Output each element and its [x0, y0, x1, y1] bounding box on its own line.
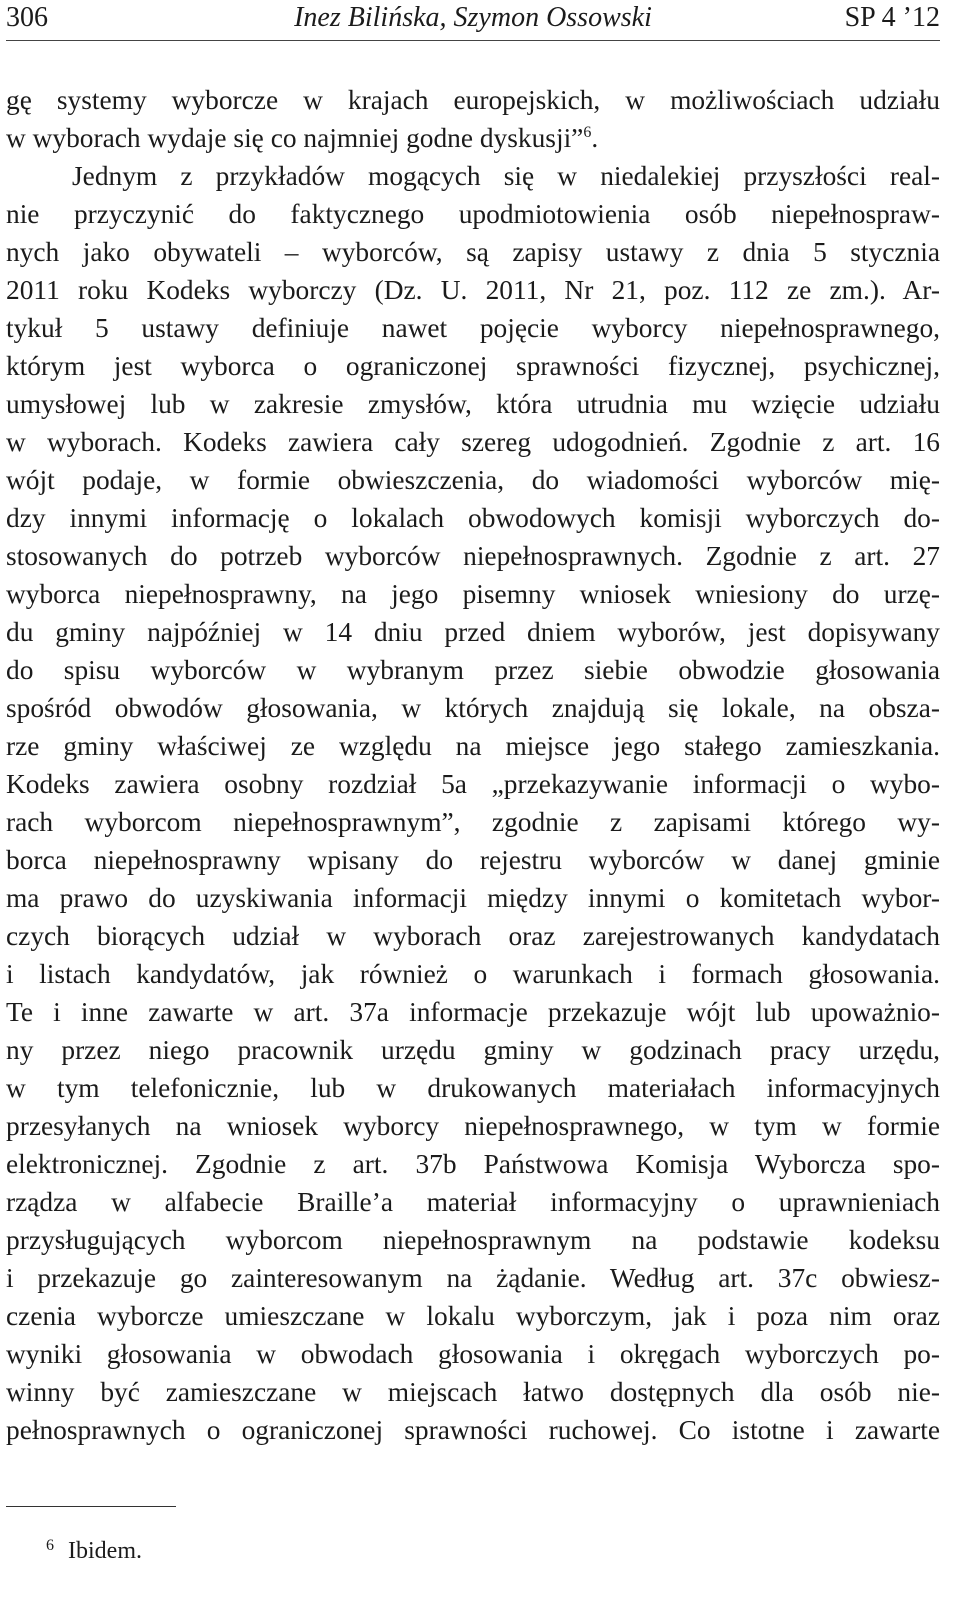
- text-line: borca niepełnosprawny wpisany do rejestru wyborców w danej gminie: [6, 845, 940, 875]
- text-line-tail: .: [591, 123, 599, 153]
- text-line: Kodeks zawiera osobny rozdział 5a „przekazywanie informacji o wybo-: [6, 769, 940, 799]
- text-line: wyborca niepełnosprawny, na jego pisemny wniosek wniesiony do urzę-: [6, 579, 940, 609]
- text-line: czych biorących udział w wyborach oraz zarejestrowanych kandydatach: [6, 921, 940, 951]
- running-title: Inez Bilińska, Szymon Ossowski: [294, 2, 652, 33]
- text-line: pełnosprawnych o ograniczonej sprawności ruchowej. Co istotne i zawarte: [6, 1415, 940, 1445]
- footnote-text: Ibidem.: [68, 1538, 142, 1564]
- text-line: elektronicznej. Zgodnie z art. 37b Państwowa Komisja Wyborcza spo-: [6, 1149, 940, 1179]
- text-line: 2011 roku Kodeks wyborczy (Dz. U. 2011, Nr 21, poz. 112 ze zm.). Ar-: [6, 275, 940, 305]
- text-line: tykuł 5 ustawy definiuje nawet pojęcie wyborcy niepełnosprawnego,: [6, 313, 940, 343]
- text-line: [6, 119, 940, 157]
- footnote-mark: 6: [46, 1537, 54, 1554]
- text-line: rach wyborcom niepełnosprawnym”, zgodnie z zapisami którego wy-: [6, 807, 940, 837]
- text-line: nych jako obywateli – wyborców, są zapisy ustawy z dnia 5 stycznia: [6, 237, 940, 267]
- header-rule: [6, 40, 940, 41]
- text-line: i przekazuje go zainteresowanym na żądanie. Według art. 37c obwiesz-: [6, 1263, 940, 1293]
- text-line: rze gminy właściwej ze względu na miejsce jego stałego zamieszkania.: [6, 731, 940, 761]
- text-line: w wyborach. Kodeks zawiera cały szereg udogodnień. Zgodnie z art. 16: [6, 427, 940, 457]
- text-line: i listach kandydatów, jak również o warunkach i formach głosowania.: [6, 959, 940, 989]
- text-line: winny być zamieszczane w miejscach łatwo dostępnych dla osób nie-: [6, 1377, 940, 1407]
- page-number: 306: [6, 2, 48, 33]
- body-text: [6, 81, 940, 1449]
- text-line: umysłowej lub w zakresie zmysłów, która utrudnia mu wzięcie udziału: [6, 389, 940, 419]
- footnote-ref: 6: [583, 123, 592, 141]
- running-header: [6, 2, 940, 40]
- text-line: nie przyczynić do faktycznego upodmiotowienia osób niepełnospraw-: [6, 199, 940, 229]
- text-line: Jednym z przykładów mogących się w niedalekiej przyszłości real-: [72, 161, 940, 191]
- text-line: przesyłanych na wniosek wyborcy niepełnosprawnego, w tym w formie: [6, 1111, 940, 1141]
- text-line-content: w wyborach wydaje się co najmniej godne dyskusji”: [6, 123, 584, 153]
- text-line: stosowanych do potrzeb wyborców niepełnosprawnych. Zgodnie z art. 27: [6, 541, 940, 571]
- footnote-rule: [6, 1506, 176, 1507]
- text-line: czenia wyborcze umieszczane w lokalu wyborczym, jak i poza nim oraz: [6, 1301, 940, 1331]
- text-line: ma prawo do uzyskiwania informacji między innymi o komitetach wybor-: [6, 883, 940, 913]
- text-line: du gminy najpóźniej w 14 dniu przed dniem wyborów, jest dopisywany: [6, 617, 940, 647]
- text-line: rządza w alfabecie Braille’a materiał informacyjny o uprawnieniach: [6, 1187, 940, 1217]
- text-line: wyniki głosowania w obwodach głosowania i okręgach wyborczych po-: [6, 1339, 940, 1369]
- text-line: spośród obwodów głosowania, w których znajdują się lokale, na obsza-: [6, 693, 940, 723]
- text-line: do spisu wyborców w wybranym przez siebie obwodzie głosowania: [6, 655, 940, 685]
- text-line: w tym telefonicznie, lub w drukowanych materiałach informacyjnych: [6, 1073, 940, 1103]
- text-line: gę systemy wyborcze w krajach europejskich, w możliwościach udziału: [6, 85, 940, 115]
- text-line: dzy innymi informację o lokalach obwodowych komisji wyborczych do-: [6, 503, 940, 533]
- footnote: [46, 1538, 142, 1565]
- text-line: wójt podaje, w formie obwieszczenia, do wiadomości wyborców mię-: [6, 465, 940, 495]
- text-line: Te i inne zawarte w art. 37a informacje przekazuje wójt lub upoważnio-: [6, 997, 940, 1027]
- text-line: którym jest wyborca o ograniczonej sprawności fizycznej, psychicznej,: [6, 351, 940, 381]
- journal-issue: SP 4 ’12: [844, 2, 940, 33]
- text-line: przysługujących wyborcom niepełnosprawnym na podstawie kodeksu: [6, 1225, 940, 1255]
- text-line: ny przez niego pracownik urzędu gminy w godzinach pracy urzędu,: [6, 1035, 940, 1065]
